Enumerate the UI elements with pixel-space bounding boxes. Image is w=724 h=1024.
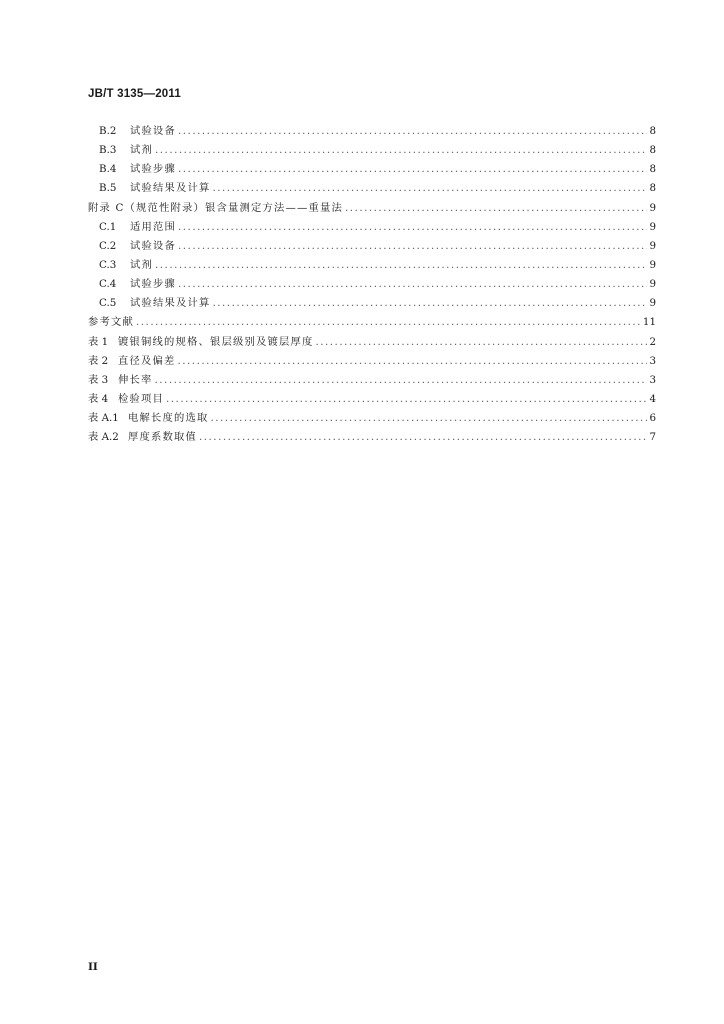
toc-entry-title: 试验步骤 xyxy=(130,278,176,291)
toc-entry-table-1[interactable] xyxy=(88,333,656,352)
toc-entry-title: 试剂 xyxy=(130,144,153,157)
toc-entry-c4[interactable] xyxy=(88,275,656,294)
toc-entry-number: C.4 xyxy=(99,278,117,291)
toc-leader-dots xyxy=(155,256,647,275)
toc-leader-dots xyxy=(178,237,647,256)
toc-entry-page: 6 xyxy=(649,412,656,425)
toc-entry-number: 表 4 xyxy=(88,392,109,405)
toc-leader-dots xyxy=(177,352,647,371)
toc-leader-dots xyxy=(155,371,648,390)
toc-entry-b2[interactable] xyxy=(88,122,656,141)
toc-leader-dots xyxy=(155,141,647,160)
toc-entry-page: 9 xyxy=(649,201,656,214)
toc-entry-title: 厚度系数取值 xyxy=(128,431,197,444)
toc-entry-c2[interactable] xyxy=(88,237,656,256)
toc-entry-number: B.5 xyxy=(99,182,117,195)
toc-entry-title: 伸长率 xyxy=(118,373,153,386)
page-number-footer: II xyxy=(88,961,98,973)
toc-entry-number: 表 1 xyxy=(88,335,109,348)
toc-entry-title: 适用范围 xyxy=(130,220,176,233)
toc-entry-title: 参考文献 xyxy=(88,316,134,329)
toc-leader-dots xyxy=(178,160,647,179)
toc-entry-title: 检验项目 xyxy=(118,392,164,405)
toc-entry-number: 表 3 xyxy=(88,373,109,386)
toc-entry-number: 表 A.2 xyxy=(88,431,119,444)
toc-entry-page: 3 xyxy=(649,373,656,386)
toc-leader-dots xyxy=(166,390,647,409)
toc-entry-title: 试验结果及计算 xyxy=(130,182,211,195)
toc-entry-title: 试验设备 xyxy=(130,239,176,252)
toc-entry-page: 9 xyxy=(649,297,656,310)
toc-entry-number: B.2 xyxy=(99,125,117,137)
toc-leader-dots xyxy=(178,275,647,294)
toc-leader-dots xyxy=(212,179,647,198)
toc-entry-title: 电解长度的选取 xyxy=(128,412,209,425)
toc-entry-page: 8 xyxy=(649,182,656,195)
toc-entry-page: 4 xyxy=(649,392,656,405)
toc-entry-table-4[interactable] xyxy=(88,390,656,409)
toc-entry-number: 表 2 xyxy=(88,354,109,367)
toc-entry-number: 表 A.1 xyxy=(88,412,119,425)
toc-leader-dots xyxy=(315,333,647,352)
toc-entry-table-2[interactable] xyxy=(88,352,656,371)
toc-entry-number: B.4 xyxy=(99,163,117,176)
toc-entry-table-a2[interactable] xyxy=(88,428,656,447)
toc-entry-page: 9 xyxy=(649,258,656,271)
toc-entry-title: 试验设备 xyxy=(130,125,176,137)
toc-entry-b3[interactable] xyxy=(88,141,656,160)
toc-entry-c3[interactable] xyxy=(88,256,656,275)
toc-entry-number: C.1 xyxy=(99,220,117,233)
toc-entry-c5[interactable] xyxy=(88,294,656,313)
toc-entry-table-3[interactable] xyxy=(88,371,656,390)
toc-leader-dots xyxy=(136,313,641,332)
toc-entry-table-a1[interactable] xyxy=(88,409,656,428)
toc-entry-page: 7 xyxy=(649,431,656,444)
standard-code-header: JB/T 3135—2011 xyxy=(88,88,181,100)
toc-leader-dots xyxy=(212,294,647,313)
toc-entry-title: 试剂 xyxy=(130,258,153,271)
toc-entry-page: 9 xyxy=(649,220,656,233)
toc-entry-c1[interactable] xyxy=(88,218,656,237)
toc-entry-title: 附录 C（规范性附录）银含量测定方法——重量法 xyxy=(88,201,343,214)
toc-entry-title: 镀银铜线的规格、银层级别及镀层厚度 xyxy=(118,335,314,348)
toc-entry-number: C.2 xyxy=(99,239,117,252)
toc-entry-page: 9 xyxy=(649,239,656,252)
toc-entry-page: 3 xyxy=(649,354,656,367)
toc-leader-dots xyxy=(178,218,647,237)
toc-leader-dots xyxy=(210,409,647,428)
toc-entry-page: 8 xyxy=(649,163,656,176)
toc-entry-page: 8 xyxy=(649,144,656,157)
toc-entry-page: 11 xyxy=(642,316,656,329)
toc-leader-dots xyxy=(178,122,647,141)
toc-entry-title: 试验结果及计算 xyxy=(130,297,211,310)
toc-leader-dots xyxy=(199,428,647,447)
toc-entry-page: 2 xyxy=(649,335,656,348)
toc-entry-b4[interactable] xyxy=(88,160,656,179)
toc-entry-b5[interactable] xyxy=(88,179,656,198)
toc-leader-dots xyxy=(345,199,647,218)
toc-entry-title: 直径及偏差 xyxy=(118,354,176,367)
toc-entry-title: 试验步骤 xyxy=(130,163,176,176)
table-of-contents xyxy=(88,122,656,447)
toc-entry-page: 9 xyxy=(649,278,656,291)
toc-entry-number: C.5 xyxy=(99,297,117,310)
toc-entry-references[interactable] xyxy=(88,313,656,332)
toc-entry-number: B.3 xyxy=(99,144,117,157)
toc-entry-annex-c[interactable] xyxy=(88,199,656,218)
toc-entry-page: 8 xyxy=(649,125,656,137)
toc-entry-number: C.3 xyxy=(99,258,117,271)
